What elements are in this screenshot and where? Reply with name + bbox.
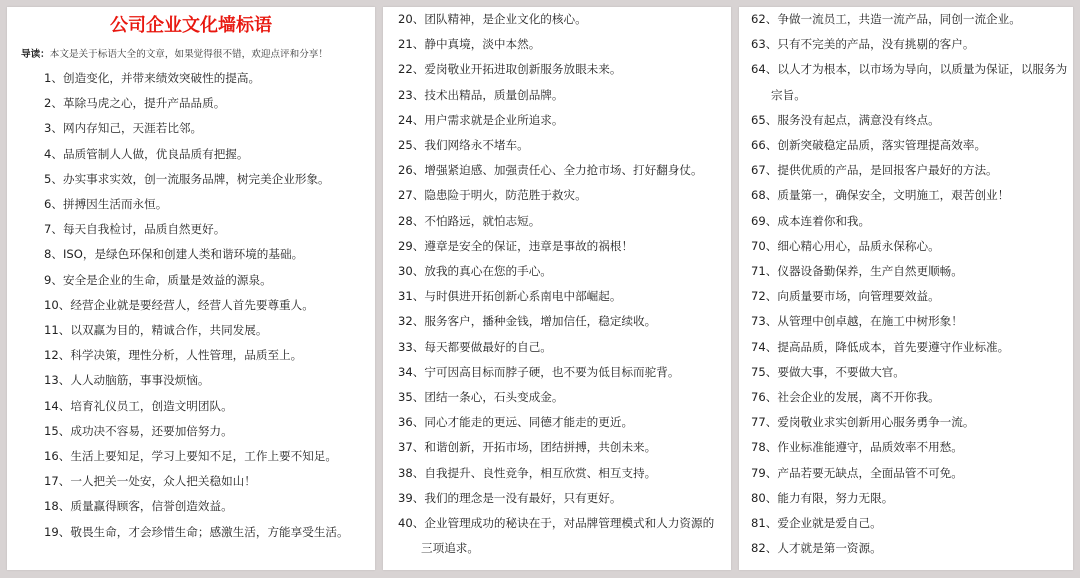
slogan-text-continued: 宗旨。: [771, 87, 806, 102]
slogan-item: 27、隐患险于明火，防范胜于救灾。: [398, 188, 587, 203]
slogan-item: 80、能力有限，努力无限。: [751, 490, 894, 505]
slogan-item: 73、从管理中创卓越，在施工中树形象！: [751, 314, 963, 329]
slogan-item: 20、团队精神，是企业文化的核心。: [398, 12, 587, 26]
slogan-item: 78、作业标准能遵守，品质效率不用愁。: [751, 440, 963, 455]
slogan-text: 40、企业管理成功的秘诀在于，对品牌管理模式和人力资源的: [398, 516, 715, 531]
intro-label: 导读：: [21, 49, 50, 60]
slogan-item: 21、静中真境，淡中本然。: [398, 37, 541, 52]
slogan-item: 38、自我提升、良性竞争，相互欣赏、相互支持。: [398, 465, 657, 480]
slogan-item: 37、和谐创新，开拓市场，团结拼搏，共创未来。: [398, 440, 657, 455]
slogan-item: 26、增强紧迫感、加强责任心、全力抢市场、打好翻身仗。: [398, 163, 703, 178]
slogan-item: 31、与时俱进开拓创新心系南电中部崛起。: [398, 289, 622, 304]
slogan-item: 33、每天都要做最好的自己。: [398, 339, 552, 354]
slogan-item: 70、细心精心用心，品质永保称心。: [751, 238, 940, 253]
slogan-item: 28、不怕路远，就怕志短。: [398, 213, 541, 228]
slogan-item: 8、ISO，是绿色环保和创建人类和谐环境的基础。: [44, 247, 304, 262]
slogan-item: 79、产品若要无缺点，全面品管不可免。: [751, 465, 963, 480]
slogan-item: [751, 57, 1073, 107]
slogan-item: 5、办实事求实效，创一流服务品牌，树完美企业形象。: [44, 171, 330, 186]
slogan-item: 2、革除马虎之心，提升产品品质。: [44, 96, 226, 111]
page-1: [7, 7, 375, 570]
slogan-item: 11、以双赢为目的，精诚合作，共同发展。: [44, 323, 268, 338]
slogan-item: 15、成功决不容易，还要加倍努力。: [44, 423, 233, 438]
page-title: 公司企业文化墙标语: [110, 15, 272, 36]
slogan-item: 63、只有不完美的产品，没有挑剔的客户。: [751, 37, 975, 52]
slogan-item: 82、人才就是第一资源。: [751, 541, 882, 556]
slogan-item: 24、用户需求就是企业所追求。: [398, 112, 564, 127]
slogan-item: 62、争做一流员工，共造一流产品，同创一流企业。: [751, 12, 1021, 26]
page-2: [383, 7, 731, 570]
slogan-item: 77、爱岗敬业求实创新用心服务勇争一流。: [751, 415, 975, 430]
slogan-item: 34、宁可因高目标而脖子硬，也不要为低目标而驼背。: [398, 364, 680, 379]
slogan-item: 1、创造变化，并带来绩效突破性的提高。: [44, 71, 261, 85]
slogan-item: 71、仪器设备勤保养，生产自然更顺畅。: [751, 264, 963, 279]
slogan-item: 25、我们网络永不堵车。: [398, 138, 529, 153]
slogan-item: 19、敬畏生命，才会珍惜生命；感激生活，方能享受生活。: [44, 524, 349, 539]
slogan-item: 35、团结一条心，石头变成金。: [398, 390, 564, 405]
slogan-item: 4、品质管制人人做，优良品质有把握。: [44, 146, 249, 161]
slogan-item: 16、生活上要知足，学习上要知不足，工作上要不知足。: [44, 449, 338, 464]
slogan-item: 36、同心才能走的更远、同德才能走的更近。: [398, 415, 634, 430]
slogan-item: 81、爱企业就是爱自己。: [751, 516, 882, 531]
slogan-item: 17、一人把关一处安，众人把关稳如山！: [44, 474, 256, 489]
slogan-item: 74、提高品质，降低成本，首先要遵守作业标准。: [751, 339, 1010, 354]
slogan-text-continued: 三项追求。: [421, 541, 479, 556]
slogan-item: 12、科学决策，理性分析，人性管理，品质至上。: [44, 348, 303, 363]
slogan-item: 29、遵章是安全的保证，违章是事故的祸根！: [398, 238, 634, 253]
slogan-item: 22、爱岗敬业开拓进取创新服务放眼未来。: [398, 62, 622, 77]
slogan-list-3: [739, 7, 1073, 561]
slogan-item: 69、成本连着你和我。: [751, 213, 871, 228]
slogan-item: 9、安全是企业的生命，质量是效益的源泉。: [44, 272, 272, 287]
slogan-list-1: [7, 66, 375, 545]
slogan-item: 75、要做大事，不要做大官。: [751, 364, 905, 379]
slogan-item: 14、培育礼仪员工，创造文明团队。: [44, 398, 233, 413]
slogan-text: 64、以人才为根本，以市场为导向，以质量为保证，以服务为: [751, 62, 1068, 77]
intro-body: 本文是关于标语大全的文章，如果觉得很不错，欢迎点评和分享！: [49, 49, 328, 60]
slogan-item: 7、每天自我检讨，品质自然更好。: [44, 222, 226, 237]
slogan-item: 32、服务客户，播种金钱，增加信任，稳定续收。: [398, 314, 657, 329]
slogan-item: 68、质量第一，确保安全，文明施工，艰苦创业！: [751, 188, 1010, 203]
page-3: [739, 7, 1073, 570]
slogan-item: [398, 511, 731, 561]
slogan-item: 39、我们的理念是一没有最好，只有更好。: [398, 490, 622, 505]
slogan-item: 72、向质量要市场，向管理要效益。: [751, 289, 940, 304]
slogan-item: 65、服务没有起点，满意没有终点。: [751, 112, 940, 127]
slogan-item: 6、拼搏因生活而永恒。: [44, 197, 168, 212]
slogan-item: 76、社会企业的发展，离不开你我。: [751, 390, 940, 405]
slogan-item: 18、质量赢得顾客，信誉创造效益。: [44, 499, 233, 514]
slogan-item: 10、经营企业就是要经营人，经营人首先要尊重人。: [44, 297, 314, 312]
slogan-item: 3、网内存知己，天涯若比邻。: [44, 121, 203, 136]
slogan-list-2: [383, 7, 731, 561]
slogan-item: 23、技术出精品，质量创品牌。: [398, 87, 564, 102]
slogan-item: 67、提供优质的产品，是回报客户最好的方法。: [751, 163, 998, 178]
slogan-item: 30、放我的真心在您的手心。: [398, 264, 552, 279]
slogan-item: 66、创新突破稳定品质，落实管理提高效率。: [751, 138, 987, 153]
slogan-item: 13、人人动脑筋，事事没烦恼。: [44, 373, 210, 388]
intro-text: [21, 48, 365, 61]
